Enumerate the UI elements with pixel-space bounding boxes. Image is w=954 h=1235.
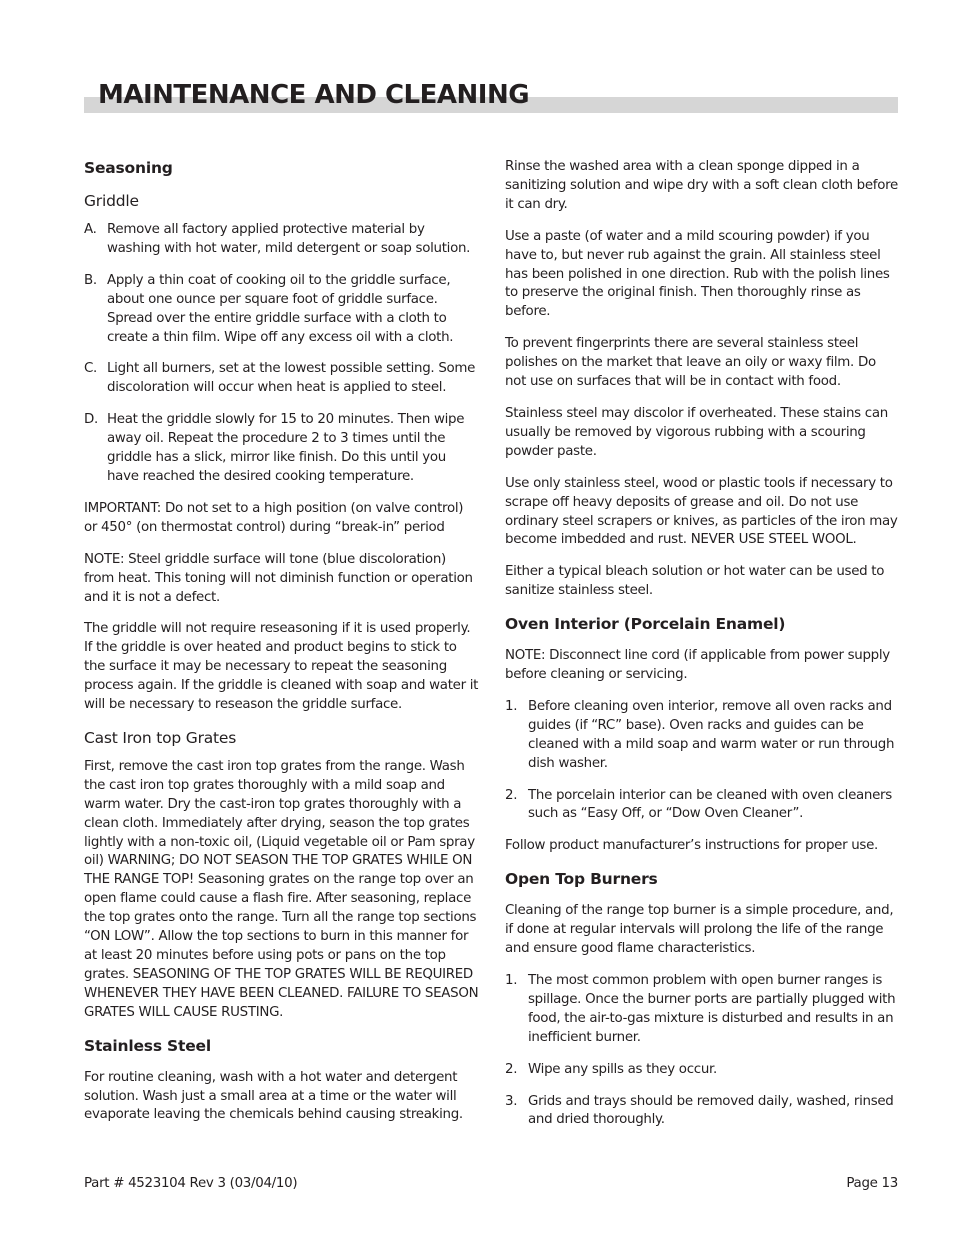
follow-paragraph: Follow product manufacturer’s instructions for proper use. — [505, 838, 879, 854]
step-marker: 2. — [505, 1061, 518, 1077]
burner-step — [505, 1093, 899, 1131]
page-number: Page 13 — [846, 1176, 898, 1191]
reseason-paragraph: The griddle will not require reseasoning if it is used properly. If the griddle is over heated and product begins to stick to the surface it may be necessary to repeat the seasoning process again. If the griddle is cleaned with soap and water it will be necessary to reseason the griddle surface. — [84, 621, 479, 713]
oven-heading: Oven Interior (Porcelain Enamel) — [505, 615, 786, 634]
step-marker: 2. — [505, 787, 518, 803]
step-text: The porcelain interior can be cleaned with oven cleaners such as “Easy Off, or “Dow Oven Cleaner”. — [528, 787, 892, 822]
step-text: Apply a thin coat of cooking oil to the griddle surface, about one ounce per square foot of griddle surface. Spread over the entire griddle surface with a cloth to create a thin film. Wipe off any excess oil with a cloth. — [107, 272, 454, 345]
step-marker: 1. — [505, 698, 518, 714]
left-column — [84, 158, 479, 1138]
oven-step — [505, 787, 899, 825]
step-text: Before cleaning oven interior, remove all oven racks and guides (if “RC” base). Oven racks and guides can be cleaned with a mild soap and warm water or run through dish washer. — [528, 698, 895, 771]
griddle-step — [84, 221, 479, 259]
fingerprints-paragraph: To prevent fingerprints there are several stainless steel polishes on the market that leave an oily or waxy film. Do not use on surfaces that will be in contact with food. — [505, 336, 876, 390]
step-marker: 1. — [505, 973, 518, 988]
griddle-heading: Griddle — [84, 192, 139, 210]
part-number: Part # 4523104 Rev 3 (03/04/10) — [84, 1176, 298, 1191]
tools-paragraph: Use only stainless steel, wood or plastic tools if necessary to scrape off heavy deposits of grease and oil. Do not use ordinary steel scrapers or knives, as particles of the iron may become imbedded and rust. NEVER USE STEEL WOOL. — [505, 475, 898, 548]
paste-paragraph: Use a paste (of water and a mild scouring powder) if you have to, but never rub against the grain. All stainless steel has been polished in one direction. Rub with the polish lines to preserve the original finish. Then thoroughly rinse as before. — [505, 228, 890, 320]
note-tone-paragraph: NOTE: Steel griddle surface will tone (blue discoloration) from heat. This toning will not diminish function or operation and it is not a defect. — [84, 551, 473, 605]
important-paragraph: IMPORTANT: Do not set to a high position (on valve control) or 450° (on thermostat control) during “break-in” period — [84, 500, 464, 535]
discolor-paragraph: Stainless steel may discolor if overheated. These stains can usually be removed by vigorous rubbing with a scouring powder paste. — [505, 405, 888, 459]
rinse-paragraph: Rinse the washed area with a clean sponge dipped in a sanitizing solution and wipe dry with a soft clean cloth before it can dry. — [505, 159, 898, 212]
step-text: Light all burners, set at the lowest possible setting. Some discoloration will occur when heat is applied to steel. — [107, 361, 476, 396]
seasoning-heading: Seasoning — [84, 159, 173, 177]
step-text: The most common problem with open burner ranges is spillage. Once the burner ports are partially plugged with food, the air-to-gas mixture is disturbed and results in an inefficient burner. — [528, 973, 896, 1045]
burner-step — [505, 1061, 899, 1080]
stainless-heading: Stainless Steel — [84, 1036, 211, 1055]
step-marker: B. — [84, 272, 97, 288]
step-marker: A. — [84, 222, 97, 237]
griddle-step — [84, 411, 479, 487]
step-marker: 3. — [505, 1093, 518, 1109]
step-text: Remove all factory applied protective material by washing with hot water, mild detergent or soap solution. — [107, 222, 471, 256]
step-marker: D. — [84, 412, 98, 428]
step-text: Grids and trays should be removed daily, washed, rinsed and dried thoroughly. — [528, 1093, 894, 1128]
page-title: MAINTENANCE AND CLEANING — [98, 80, 530, 110]
oven-note-paragraph: NOTE: Disconnect line cord (if applicable from power supply before cleaning or servicing. — [505, 648, 890, 683]
burners-intro-paragraph: Cleaning of the range top burner is a simple procedure, and, if done at regular intervals will prolong the life of the range and ensure good flame characteristics. — [505, 903, 894, 957]
cast-iron-paragraph: First, remove the cast iron top grates from the range. Wash the cast iron top grates thoroughly with a mild soap and warm water. Dry the cast-iron top grates thoroughly with a clean cloth. Immediately after drying, season the top grates lightly with a non-toxic oil, (Liquid vegetable oil or Pam spray oil) WARNING; DO NOT SEASON THE TOP GRATES WHILE ON THE RANGE TOP! Seasoning grates on the range top over an open flame could cause a flash fire. After seasoning, replace the top grates onto the range. Turn all the range top sections “ON LOW”. Allow the top sections to burn in this manner for at least 20 minutes before using pots or pans on the top grates. SEASONING OF THE TOP GRATES WILL BE REQUIRED WHENEVER THEY HAVE BEEN CLEANED. FAILURE TO SEASON GRATES WILL CAUSE RUSTING. — [84, 758, 479, 1020]
griddle-step — [84, 272, 479, 348]
oven-step — [505, 698, 899, 774]
griddle-step — [84, 360, 479, 398]
stainless-paragraph: For routine cleaning, wash with a hot water and detergent solution. Wash just a small area at a time or the water will evaporate leaving the chemicals behind causing streaking. — [84, 1069, 463, 1123]
step-text: Wipe any spills as they occur. — [528, 1061, 717, 1077]
burners-heading: Open Top Burners — [505, 870, 658, 889]
burner-step — [505, 972, 899, 1048]
step-text: Heat the griddle slowly for 15 to 20 minutes. Then wipe away oil. Repeat the procedure 2 to 3 times until the griddle has a slick, mirror like finish. Do this until you have reached the desired cooking temperature. — [107, 412, 465, 484]
step-marker: C. — [84, 361, 98, 377]
right-column — [505, 158, 899, 1143]
bleach-paragraph: Either a typical bleach solution or hot water can be used to sanitize stainless steel. — [505, 564, 885, 599]
cast-iron-heading: Cast Iron top Grates — [84, 728, 237, 747]
